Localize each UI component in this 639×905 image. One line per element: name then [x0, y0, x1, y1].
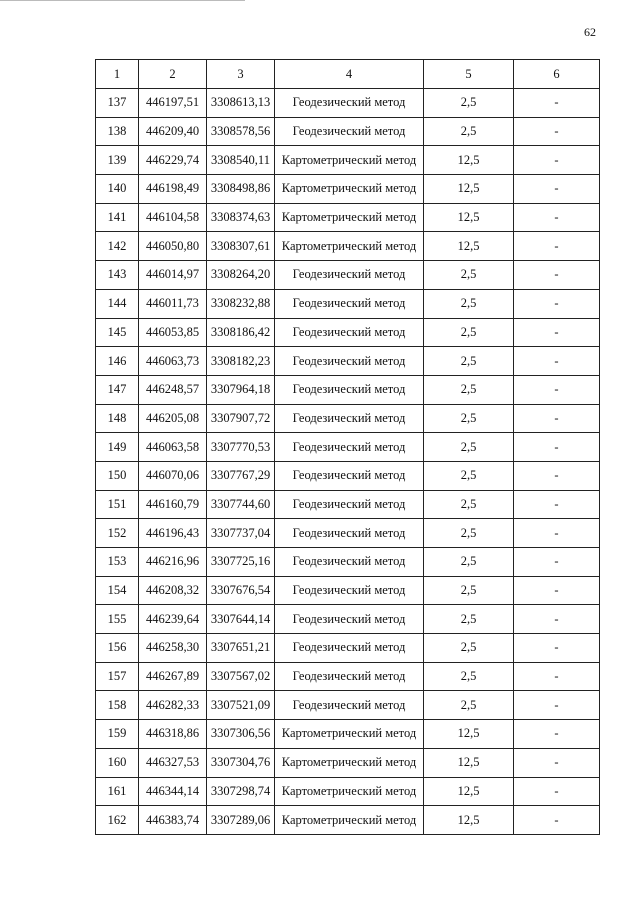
note-cell: -: [514, 777, 600, 806]
note-cell: -: [514, 806, 600, 835]
table-row: [96, 146, 600, 175]
accuracy-cell: 2,5: [424, 519, 514, 548]
x-coordinate-cell: 446239,64: [139, 605, 207, 634]
x-coordinate-cell: 446209,40: [139, 117, 207, 146]
table-row: [96, 490, 600, 519]
method-cell: Картометрический метод: [275, 232, 424, 261]
note-cell: -: [514, 720, 600, 749]
table-row: [96, 175, 600, 204]
page-number: 62: [584, 25, 596, 39]
method-cell: Геодезический метод: [275, 261, 424, 290]
note-cell: -: [514, 289, 600, 318]
method-cell: Геодезический метод: [275, 691, 424, 720]
method-cell: Геодезический метод: [275, 519, 424, 548]
point-number-cell: 159: [96, 720, 139, 749]
x-coordinate-cell: 446063,73: [139, 347, 207, 376]
x-coordinate-cell: 446070,06: [139, 461, 207, 490]
accuracy-cell: 12,5: [424, 720, 514, 749]
x-coordinate-cell: 446050,80: [139, 232, 207, 261]
point-number-cell: 155: [96, 605, 139, 634]
x-coordinate-cell: 446208,32: [139, 576, 207, 605]
table-row: [96, 634, 600, 663]
method-cell: Картометрический метод: [275, 175, 424, 204]
x-coordinate-cell: 446011,73: [139, 289, 207, 318]
y-coordinate-cell: 3307304,76: [207, 748, 275, 777]
accuracy-cell: 2,5: [424, 662, 514, 691]
table-row: [96, 519, 600, 548]
accuracy-cell: 2,5: [424, 490, 514, 519]
method-cell: Геодезический метод: [275, 347, 424, 376]
x-coordinate-cell: 446248,57: [139, 375, 207, 404]
point-number-cell: 157: [96, 662, 139, 691]
note-cell: -: [514, 691, 600, 720]
point-number-cell: 162: [96, 806, 139, 835]
point-number-cell: 145: [96, 318, 139, 347]
coordinates-table: [95, 59, 600, 835]
note-cell: -: [514, 634, 600, 663]
note-cell: -: [514, 548, 600, 577]
method-cell: Геодезический метод: [275, 433, 424, 462]
y-coordinate-cell: 3308264,20: [207, 261, 275, 290]
x-coordinate-cell: 446282,33: [139, 691, 207, 720]
point-number-cell: 144: [96, 289, 139, 318]
y-coordinate-cell: 3307907,72: [207, 404, 275, 433]
point-number-cell: 154: [96, 576, 139, 605]
note-cell: -: [514, 461, 600, 490]
x-coordinate-cell: 446197,51: [139, 89, 207, 118]
accuracy-cell: 2,5: [424, 89, 514, 118]
y-coordinate-cell: 3307725,16: [207, 548, 275, 577]
method-cell: Картометрический метод: [275, 806, 424, 835]
x-coordinate-cell: 446318,86: [139, 720, 207, 749]
table-row: [96, 261, 600, 290]
table-row: [96, 748, 600, 777]
x-coordinate-cell: 446327,53: [139, 748, 207, 777]
method-cell: Картометрический метод: [275, 777, 424, 806]
y-coordinate-cell: 3308232,88: [207, 289, 275, 318]
y-coordinate-cell: 3308613,13: [207, 89, 275, 118]
method-cell: Картометрический метод: [275, 720, 424, 749]
table-row: [96, 347, 600, 376]
x-coordinate-cell: 446104,58: [139, 203, 207, 232]
note-cell: -: [514, 433, 600, 462]
column-header: 2: [139, 60, 207, 89]
column-header: 4: [275, 60, 424, 89]
note-cell: -: [514, 203, 600, 232]
x-coordinate-cell: 446196,43: [139, 519, 207, 548]
table-row: [96, 404, 600, 433]
accuracy-cell: 2,5: [424, 548, 514, 577]
point-number-cell: 137: [96, 89, 139, 118]
column-header: 5: [424, 60, 514, 89]
method-cell: Геодезический метод: [275, 404, 424, 433]
x-coordinate-cell: 446063,58: [139, 433, 207, 462]
note-cell: -: [514, 146, 600, 175]
table-row: [96, 203, 600, 232]
method-cell: Геодезический метод: [275, 461, 424, 490]
method-cell: Геодезический метод: [275, 605, 424, 634]
method-cell: Геодезический метод: [275, 289, 424, 318]
x-coordinate-cell: 446014,97: [139, 261, 207, 290]
note-cell: -: [514, 519, 600, 548]
table-body: [96, 89, 600, 835]
accuracy-cell: 2,5: [424, 576, 514, 605]
accuracy-cell: 2,5: [424, 261, 514, 290]
column-header: 3: [207, 60, 275, 89]
y-coordinate-cell: 3308186,42: [207, 318, 275, 347]
y-coordinate-cell: 3307770,53: [207, 433, 275, 462]
y-coordinate-cell: 3307737,04: [207, 519, 275, 548]
table-row: [96, 806, 600, 835]
table-row: [96, 605, 600, 634]
method-cell: Картометрический метод: [275, 203, 424, 232]
table-row: [96, 89, 600, 118]
y-coordinate-cell: 3307651,21: [207, 634, 275, 663]
table-row: [96, 548, 600, 577]
x-coordinate-cell: 446229,74: [139, 146, 207, 175]
table-row: [96, 375, 600, 404]
table-row: [96, 318, 600, 347]
y-coordinate-cell: 3307676,54: [207, 576, 275, 605]
y-coordinate-cell: 3308307,61: [207, 232, 275, 261]
accuracy-cell: 2,5: [424, 404, 514, 433]
note-cell: -: [514, 404, 600, 433]
accuracy-cell: 2,5: [424, 691, 514, 720]
table-row: [96, 662, 600, 691]
accuracy-cell: 2,5: [424, 347, 514, 376]
accuracy-cell: 2,5: [424, 461, 514, 490]
x-coordinate-cell: 446205,08: [139, 404, 207, 433]
point-number-cell: 138: [96, 117, 139, 146]
note-cell: -: [514, 117, 600, 146]
point-number-cell: 142: [96, 232, 139, 261]
table-header: [96, 60, 600, 89]
top-rule: [0, 0, 245, 1]
y-coordinate-cell: 3307767,29: [207, 461, 275, 490]
accuracy-cell: 12,5: [424, 748, 514, 777]
y-coordinate-cell: 3308578,56: [207, 117, 275, 146]
point-number-cell: 139: [96, 146, 139, 175]
y-coordinate-cell: 3308498,86: [207, 175, 275, 204]
note-cell: -: [514, 662, 600, 691]
note-cell: -: [514, 175, 600, 204]
note-cell: -: [514, 490, 600, 519]
method-cell: Геодезический метод: [275, 634, 424, 663]
y-coordinate-cell: 3307289,06: [207, 806, 275, 835]
note-cell: -: [514, 318, 600, 347]
x-coordinate-cell: 446258,30: [139, 634, 207, 663]
point-number-cell: 152: [96, 519, 139, 548]
point-number-cell: 148: [96, 404, 139, 433]
table-row: [96, 720, 600, 749]
accuracy-cell: 12,5: [424, 806, 514, 835]
method-cell: Геодезический метод: [275, 375, 424, 404]
method-cell: Геодезический метод: [275, 318, 424, 347]
point-number-cell: 140: [96, 175, 139, 204]
table-row: [96, 117, 600, 146]
x-coordinate-cell: 446267,89: [139, 662, 207, 691]
note-cell: -: [514, 375, 600, 404]
accuracy-cell: 12,5: [424, 777, 514, 806]
x-coordinate-cell: 446053,85: [139, 318, 207, 347]
column-header: 6: [514, 60, 600, 89]
y-coordinate-cell: 3308374,63: [207, 203, 275, 232]
point-number-cell: 150: [96, 461, 139, 490]
accuracy-cell: 12,5: [424, 146, 514, 175]
table-row: [96, 777, 600, 806]
y-coordinate-cell: 3307964,18: [207, 375, 275, 404]
point-number-cell: 161: [96, 777, 139, 806]
table-row: [96, 691, 600, 720]
point-number-cell: 146: [96, 347, 139, 376]
method-cell: Геодезический метод: [275, 548, 424, 577]
note-cell: -: [514, 576, 600, 605]
accuracy-cell: 2,5: [424, 117, 514, 146]
y-coordinate-cell: 3307306,56: [207, 720, 275, 749]
x-coordinate-cell: 446383,74: [139, 806, 207, 835]
table-row: [96, 461, 600, 490]
note-cell: -: [514, 261, 600, 290]
accuracy-cell: 2,5: [424, 318, 514, 347]
method-cell: Геодезический метод: [275, 117, 424, 146]
accuracy-cell: 2,5: [424, 289, 514, 318]
x-coordinate-cell: 446344,14: [139, 777, 207, 806]
point-number-cell: 143: [96, 261, 139, 290]
column-header: 1: [96, 60, 139, 89]
point-number-cell: 156: [96, 634, 139, 663]
method-cell: Геодезический метод: [275, 89, 424, 118]
point-number-cell: 149: [96, 433, 139, 462]
method-cell: Геодезический метод: [275, 490, 424, 519]
y-coordinate-cell: 3307298,74: [207, 777, 275, 806]
header-row: [96, 60, 600, 89]
method-cell: Картометрический метод: [275, 748, 424, 777]
x-coordinate-cell: 446198,49: [139, 175, 207, 204]
y-coordinate-cell: 3308540,11: [207, 146, 275, 175]
accuracy-cell: 2,5: [424, 634, 514, 663]
point-number-cell: 151: [96, 490, 139, 519]
note-cell: -: [514, 232, 600, 261]
accuracy-cell: 2,5: [424, 375, 514, 404]
y-coordinate-cell: 3307521,09: [207, 691, 275, 720]
point-number-cell: 141: [96, 203, 139, 232]
note-cell: -: [514, 748, 600, 777]
y-coordinate-cell: 3308182,23: [207, 347, 275, 376]
point-number-cell: 158: [96, 691, 139, 720]
table-row: [96, 232, 600, 261]
accuracy-cell: 12,5: [424, 203, 514, 232]
note-cell: -: [514, 605, 600, 634]
accuracy-cell: 12,5: [424, 175, 514, 204]
accuracy-cell: 2,5: [424, 433, 514, 462]
note-cell: -: [514, 347, 600, 376]
point-number-cell: 147: [96, 375, 139, 404]
table-row: [96, 289, 600, 318]
point-number-cell: 153: [96, 548, 139, 577]
x-coordinate-cell: 446160,79: [139, 490, 207, 519]
y-coordinate-cell: 3307644,14: [207, 605, 275, 634]
accuracy-cell: 2,5: [424, 605, 514, 634]
note-cell: -: [514, 89, 600, 118]
y-coordinate-cell: 3307744,60: [207, 490, 275, 519]
method-cell: Картометрический метод: [275, 146, 424, 175]
point-number-cell: 160: [96, 748, 139, 777]
accuracy-cell: 12,5: [424, 232, 514, 261]
y-coordinate-cell: 3307567,02: [207, 662, 275, 691]
method-cell: Геодезический метод: [275, 662, 424, 691]
table-row: [96, 576, 600, 605]
table-row: [96, 433, 600, 462]
method-cell: Геодезический метод: [275, 576, 424, 605]
x-coordinate-cell: 446216,96: [139, 548, 207, 577]
